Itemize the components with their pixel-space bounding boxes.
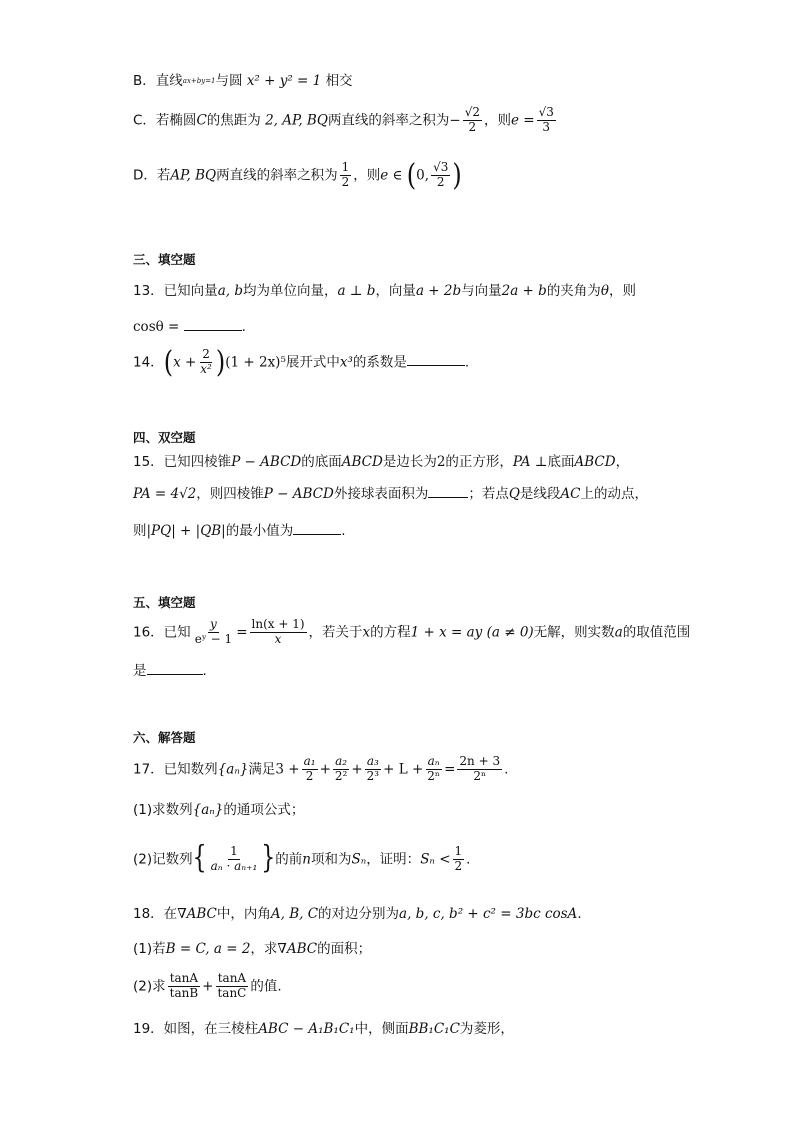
question-15-line-3: 则|PQ| + |QB|的最小值为 .	[133, 523, 346, 539]
question-18-part-2: (2)求 $\frac{\tan A}{\tan B}$ + $\frac{\tan A}{\tan C}$ 的值.	[133, 971, 282, 1000]
line-equation: ax+by=1	[182, 76, 216, 85]
question-18: 18．在∇ABC中，内角A, B, C的对边分别为a, b, c, b² + c² = 3bc cosA.	[133, 906, 582, 922]
question-16: 16．已知 $\frac{y}{\text{eʸ − 1}}$ = $\frac{\ln(x + 1)}{x}$ ，若关于x的方程1 + x = ay (a ≠ 0)无解，则实数a的取值范围	[133, 617, 691, 646]
fraction: $\frac{1}{2}$	[341, 160, 350, 189]
question-18-part-1: (1)若B = C, a = 2，求∇ABC的面积；	[133, 941, 372, 957]
option-c: C．若椭圆C的焦距为 2, AP, BQ两直线的斜率之积为− $\frac{√2}{2}$ ，则e = $\frac{√3}{3}$	[133, 105, 554, 134]
question-13: 13．已知向量a, b均为单位向量，a ⊥ b，向量a + 2b与向量2a + b的夹角为θ，则	[133, 283, 636, 299]
section-4-title: 四、双空题	[133, 430, 196, 445]
answer-blank[interactable]	[184, 318, 242, 331]
section-5-title: 五、填空题	[133, 595, 196, 610]
fraction: $\frac{√2}{2}$	[464, 105, 481, 134]
question-19: 19．如图，在三棱柱ABC − A₁B₁C₁中，侧面BB₁C₁C为菱形，	[133, 1021, 514, 1037]
fraction: $\frac{2}{\text{x²}}$	[200, 347, 212, 376]
section-3-title: 三、填空题	[133, 252, 196, 267]
answer-blank[interactable]	[428, 485, 468, 498]
question-17-part-2: (2)记数列{ $\frac{1}{\text{aₙ · aₙ₊₁}}$ }的前n项和为Sₙ，证明：Sₙ < $\frac{1}{2}$ .	[133, 840, 471, 876]
fraction: $\frac{\tan A}{\tan B}$	[169, 971, 199, 1000]
fraction: $\frac{\text{a₁}}{2}$	[303, 754, 316, 783]
answer-blank[interactable]	[147, 662, 203, 675]
question-17-part-1: (1)求数列{aₙ}的通项公式；	[133, 802, 305, 818]
fraction: $\frac{1}{2}$	[454, 844, 463, 873]
question-13-answer: cosθ = .	[133, 319, 246, 335]
option-b: B．直线ax+by=1与圆 x² + y² = 1 相交	[133, 73, 353, 89]
fraction: $\frac{\tan A}{\tan C}$	[217, 971, 247, 1000]
fraction: $\frac{√3}{3}$	[538, 105, 554, 134]
fraction: $\frac{\ln(x + 1)}{x}$	[251, 617, 305, 646]
fraction: $\frac{2n + 3}{\text{2ⁿ}}$	[459, 754, 501, 783]
question-15-line-1: 15．已知四棱锥P − ABCD的底面ABCD是边长为2的正方形，PA ⊥底面ABCD，	[133, 454, 630, 470]
section-6-title: 六、解答题	[133, 730, 196, 745]
question-17: 17．已知数列{aₙ}满足3 + $\frac{\text{a₁}}{2}$ + $\frac{\text{a₂}}{\text{2²}}$ + $\frac{\text{a₃}}{\text{2³}}$ + L + $\frac{\text{aₙ}}{\text{2ⁿ}}$ = $\frac{2n + 3}{\text{2ⁿ}}$ .	[133, 754, 509, 783]
fraction: $\frac{\text{a₃}}{\text{2³}}$	[366, 754, 380, 783]
fraction: $\frac{\text{a₂}}{\text{2²}}$	[334, 754, 348, 783]
fraction: $\frac{y}{\text{eʸ − 1}}$	[194, 617, 233, 646]
fraction: $\frac{1}{\text{aₙ · aₙ₊₁}}$	[210, 844, 258, 873]
question-14: 14．(x + $\frac{2}{\text{x²}}$ )(1 + 2x)⁵展开式中x³的系数是 .	[133, 344, 470, 380]
answer-blank[interactable]	[407, 353, 465, 366]
option-d: D．若AP, BQ两直线的斜率之积为 $\frac{1}{2}$ ，则e ∈ (0, $\frac{√3}{2}$ )	[133, 157, 462, 193]
circle-equation: x² + y² = 1	[246, 73, 322, 89]
fraction: $\frac{\text{aₙ}}{\text{2ⁿ}}$	[427, 754, 441, 783]
question-15-line-2: PA = 4√2，则四棱锥P − ABCD外接球表面积为 ；若点Q是线段AC上的动点，	[133, 486, 649, 502]
answer-blank[interactable]	[293, 522, 341, 535]
fraction: $\frac{√3}{2}$	[433, 160, 449, 189]
question-16-line-2: 是 .	[133, 663, 207, 679]
